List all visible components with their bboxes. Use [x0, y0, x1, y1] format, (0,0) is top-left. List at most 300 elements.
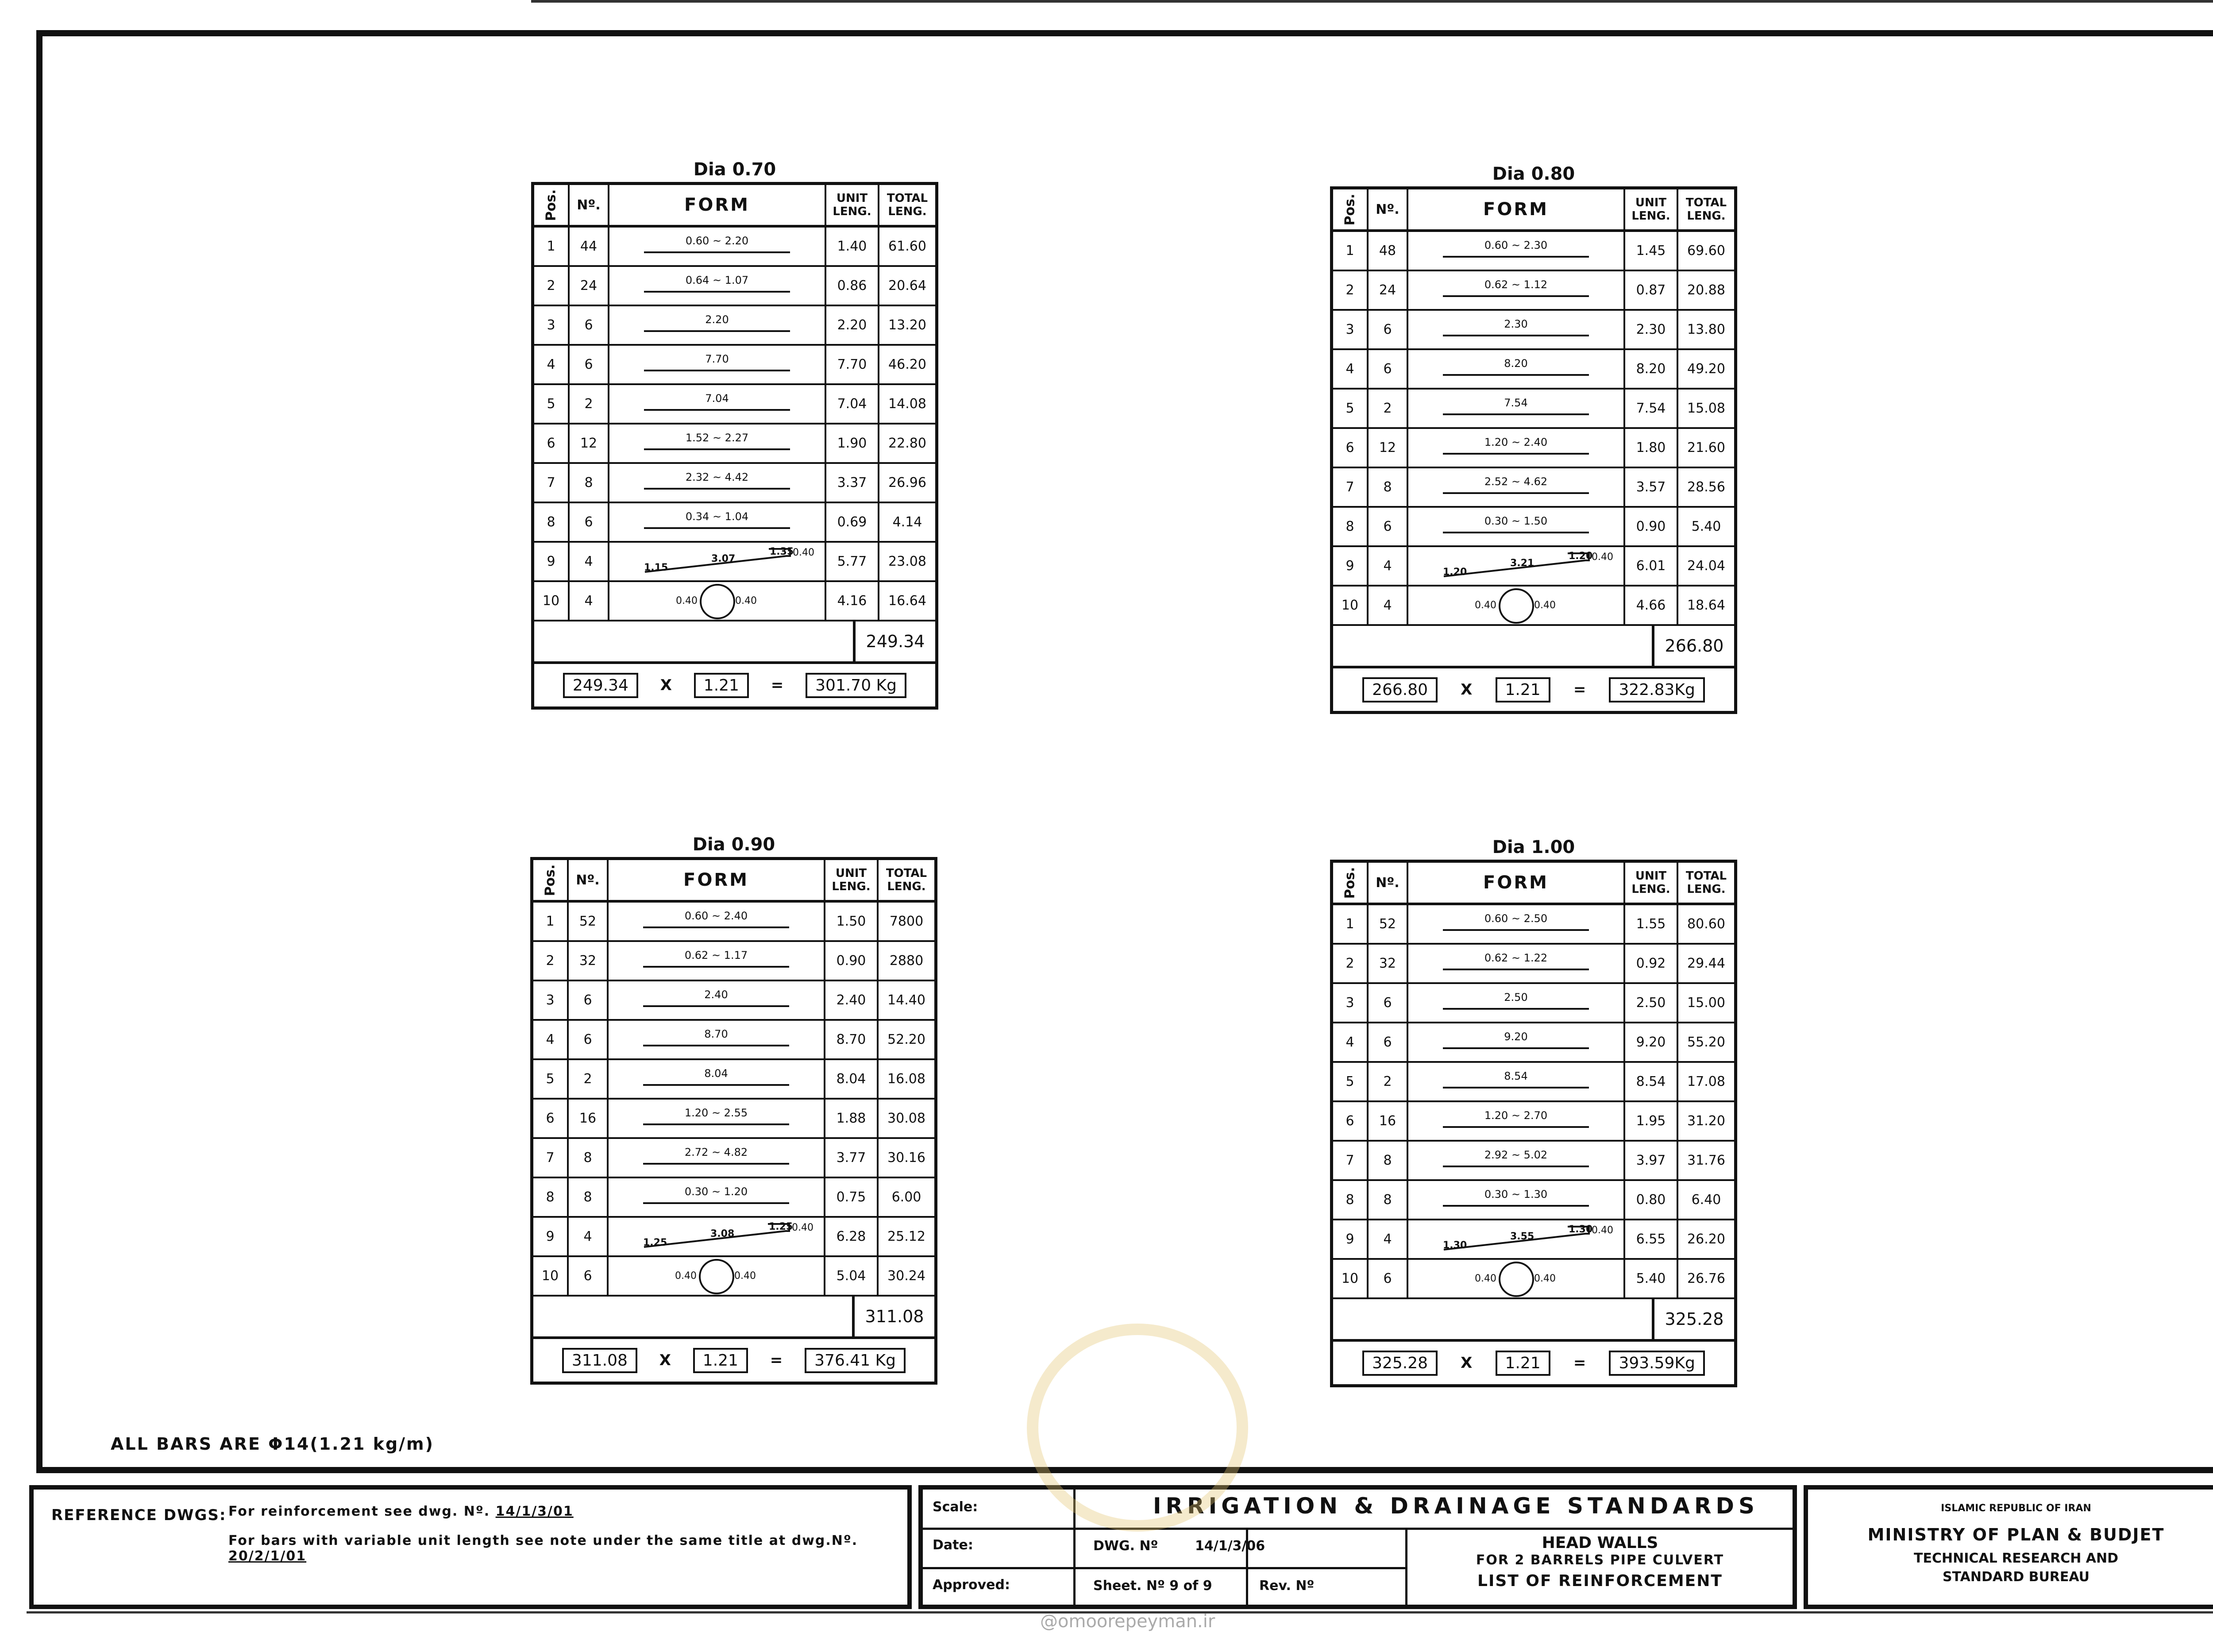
- cell-pos: 9: [534, 543, 570, 580]
- cell-pos: 10: [1333, 587, 1369, 624]
- title-block: [918, 1485, 1797, 1609]
- cell-total-length: 25.12: [887, 1229, 925, 1244]
- cell-form: [609, 981, 825, 1019]
- cell-no: 44: [570, 228, 609, 265]
- bar-schedule: [1330, 835, 1737, 1387]
- cell-form: [1408, 945, 1625, 982]
- cell-total-length: 24.04: [1687, 558, 1725, 574]
- cell-pos: 5: [534, 385, 570, 423]
- ring-bar-form: 0.40 0.40: [609, 582, 825, 620]
- table-row: [1333, 232, 1734, 271]
- straight-bar-form: [1408, 271, 1623, 309]
- cell-pos: 1: [533, 903, 569, 940]
- straight-bar-form: [1408, 232, 1623, 270]
- ring-bar-form: 0.40 0.40: [1408, 587, 1623, 624]
- cell-form: [1408, 232, 1625, 270]
- table-row: [1333, 547, 1734, 587]
- straight-bar-form: [1408, 945, 1623, 982]
- bar-dimension: 1.20 ~ 2.70: [1484, 1109, 1548, 1122]
- cell-no: 6: [1369, 508, 1408, 545]
- bar-dimension: 2.20: [705, 313, 729, 326]
- cell-form: [1408, 390, 1625, 427]
- dwg-number: 14/1/3/06: [1195, 1538, 1265, 1554]
- cell-total-length: 2880: [889, 953, 924, 969]
- cell-total-length: 26.20: [1687, 1231, 1725, 1247]
- cell-form: [1408, 311, 1625, 348]
- cell-pos: 4: [1333, 1023, 1369, 1061]
- bar-line: [1443, 453, 1589, 455]
- straight-bar-form: [609, 346, 825, 383]
- bar-schedule: [530, 832, 937, 1385]
- watermark-text: @omoorepeyman.ir: [1040, 1611, 1215, 1632]
- cell-pos: 7: [1333, 1142, 1369, 1179]
- cell-total-length: 31.20: [1687, 1113, 1725, 1129]
- table-header: [534, 185, 935, 228]
- calc-unit-weight: 1.21: [693, 1348, 748, 1373]
- cell-pos: 4: [533, 1021, 569, 1058]
- bar-dimension: 0.60 ~ 2.50: [1484, 912, 1548, 925]
- straight-bar-form: [1408, 350, 1623, 388]
- cell-unit-length: 8.54: [1625, 1063, 1678, 1100]
- cell-form: [1408, 1260, 1625, 1297]
- bar-dimension: 0.60 ~ 2.20: [685, 235, 749, 247]
- ring-bar-shape: [1408, 587, 1624, 624]
- bar-dimension: 2.40: [704, 988, 728, 1001]
- table-row: [534, 464, 935, 503]
- cell-form: [609, 1060, 825, 1098]
- cell-unit-length: 9.20: [1625, 1023, 1678, 1061]
- bar-line: [1443, 335, 1589, 336]
- cell-unit-length: 7.54: [1625, 390, 1678, 427]
- cell-form: [609, 464, 826, 502]
- header-no: Nº.: [1369, 863, 1408, 903]
- cell-pos: 6: [1333, 1102, 1369, 1140]
- cell-no: 12: [1369, 429, 1408, 467]
- table-row: [1333, 429, 1734, 468]
- sum-total: 266.80: [1665, 636, 1724, 656]
- bar-line: [1443, 295, 1589, 297]
- cell-pos: 3: [533, 981, 569, 1019]
- calc-weight: 301.70 Kg: [806, 673, 906, 698]
- cell-total-length: 28.56: [1687, 479, 1725, 495]
- cell-form: [1408, 1220, 1625, 1258]
- table-row: [1333, 1260, 1734, 1299]
- cell-form: [1408, 468, 1625, 506]
- cell-total-length: 13.80: [1687, 322, 1725, 337]
- top-edge-line: [531, 0, 2213, 3]
- title-divider-2: [923, 1567, 1405, 1569]
- cell-pos: 1: [534, 228, 570, 265]
- bar-dimension: 0.60 ~ 2.40: [684, 910, 748, 922]
- cell-total-length: 52.20: [887, 1032, 925, 1047]
- cell-pos: 3: [1333, 984, 1369, 1022]
- header-total: TOTAL LENG.: [1685, 196, 1727, 223]
- drawing-desc-1: HEAD WALLS: [1542, 1534, 1658, 1552]
- sum-row: [533, 1297, 934, 1339]
- bar-dimension: 0.62 ~ 1.12: [1484, 278, 1548, 291]
- cell-unit-length: 2.20: [826, 306, 879, 344]
- cell-unit-length: 6.01: [1625, 547, 1678, 585]
- cell-pos: 3: [1333, 311, 1369, 348]
- table-row: [1333, 1102, 1734, 1142]
- cell-no: 2: [570, 385, 609, 423]
- watermark-logo: [1027, 1324, 1248, 1532]
- header-form: FORM: [1408, 863, 1625, 903]
- cell-form: [1408, 429, 1625, 467]
- bar-line: [1443, 969, 1589, 970]
- cell-unit-length: 5.04: [825, 1257, 879, 1295]
- table-row: [534, 228, 935, 267]
- straight-bar-form: [609, 464, 825, 502]
- straight-bar-form: [609, 503, 825, 541]
- cell-pos: 2: [533, 942, 569, 980]
- date-label: Date:: [933, 1537, 973, 1553]
- cell-no: 6: [569, 981, 609, 1019]
- cell-unit-length: 2.30: [1625, 311, 1678, 348]
- schedule-table: [531, 182, 938, 710]
- calc-unit-weight: 1.21: [694, 673, 749, 698]
- bar-line: [644, 448, 790, 450]
- cell-unit-length: 0.87: [1625, 271, 1678, 309]
- cell-unit-length: 0.86: [826, 267, 879, 305]
- bar-line: [1443, 532, 1589, 533]
- cell-no: 6: [570, 346, 609, 383]
- authority-country: ISLAMIC REPUBLIC OF IRAN: [1941, 1503, 2091, 1514]
- header-unit: UNIT LENG.: [826, 185, 879, 225]
- cell-pos: 8: [533, 1178, 569, 1216]
- cell-form: [1408, 984, 1625, 1022]
- cell-unit-length: 8.04: [825, 1060, 879, 1098]
- cell-form: [609, 385, 826, 423]
- cell-pos: 4: [534, 346, 570, 383]
- header-total: TOTAL LENG.: [886, 867, 927, 893]
- cell-no: 32: [569, 942, 609, 980]
- table-row: [533, 1218, 934, 1257]
- cell-no: 16: [569, 1100, 609, 1137]
- straight-bar-form: [1408, 1063, 1623, 1100]
- straight-bar-form: [609, 903, 824, 940]
- bar-line: [644, 409, 790, 411]
- table-row: [533, 1257, 934, 1297]
- cell-unit-length: 1.40: [826, 228, 879, 265]
- bent-bar-form: 1.15 3.07 1.35 0.40: [609, 543, 825, 580]
- bar-dimension: 0.30 ~ 1.50: [1484, 515, 1548, 527]
- cell-form: [609, 543, 826, 580]
- cell-unit-length: 3.37: [826, 464, 879, 502]
- cell-no: 8: [569, 1139, 609, 1177]
- cell-unit-length: 0.69: [826, 503, 879, 541]
- bar-line: [1443, 1126, 1589, 1128]
- bar-line: [1443, 929, 1589, 931]
- table-row: [533, 1100, 934, 1139]
- cell-pos: 5: [1333, 390, 1369, 427]
- bar-dimension: 9.20: [1504, 1031, 1528, 1043]
- cell-total-length: 18.64: [1687, 598, 1725, 613]
- header-form: FORM: [609, 185, 826, 225]
- cell-pos: 10: [533, 1257, 569, 1295]
- cell-form: [609, 267, 826, 305]
- cell-form: [1408, 508, 1625, 545]
- reference-block: [29, 1485, 912, 1609]
- calc-times: X: [659, 1351, 671, 1369]
- cell-pos: 5: [1333, 1063, 1369, 1100]
- table-row: [1333, 984, 1734, 1023]
- cell-no: 6: [1369, 1260, 1408, 1297]
- cell-no: 8: [1369, 468, 1408, 506]
- table-row: [533, 1060, 934, 1100]
- table-row: [1333, 1023, 1734, 1063]
- cell-unit-length: 8.70: [825, 1021, 879, 1058]
- table-row: [533, 903, 934, 942]
- table-row: [534, 267, 935, 306]
- bar-dimension: 0.62 ~ 1.17: [684, 949, 748, 961]
- cell-pos: 8: [534, 503, 570, 541]
- bar-dimension: 1.20 ~ 2.55: [684, 1107, 748, 1119]
- cell-total-length: 6.40: [1691, 1192, 1721, 1208]
- bent-bar-form: 1.30 3.55 1.30 0.40: [1408, 1220, 1623, 1258]
- cell-unit-length: 1.88: [825, 1100, 879, 1137]
- table-row: [534, 582, 935, 621]
- cell-pos: 2: [534, 267, 570, 305]
- cell-total-length: 21.60: [1687, 440, 1725, 455]
- cell-no: 8: [570, 464, 609, 502]
- cell-no: 24: [1369, 271, 1408, 309]
- cell-pos: 9: [533, 1218, 569, 1255]
- cell-total-length: 15.00: [1687, 995, 1725, 1011]
- straight-bar-form: [1408, 390, 1623, 427]
- cell-pos: 8: [1333, 508, 1369, 545]
- cell-total-length: 46.20: [888, 357, 926, 372]
- cell-pos: 7: [534, 464, 570, 502]
- straight-bar-form: [609, 1139, 824, 1177]
- bar-dimension: 2.92 ~ 5.02: [1484, 1149, 1548, 1161]
- cell-unit-length: 6.28: [825, 1218, 879, 1255]
- cell-total-length: 30.16: [887, 1150, 925, 1166]
- cell-unit-length: 0.75: [825, 1178, 879, 1216]
- straight-bar-form: [1408, 905, 1623, 943]
- cell-unit-length: 1.55: [1625, 905, 1678, 943]
- cell-no: 8: [1369, 1142, 1408, 1179]
- schedule-diameter: Dia 1.00: [1492, 837, 1575, 857]
- table-row: [1333, 311, 1734, 350]
- cell-pos: 4: [1333, 350, 1369, 388]
- cell-unit-length: 1.50: [825, 903, 879, 940]
- cell-total-length: 30.24: [887, 1268, 925, 1284]
- calc-times: X: [1461, 1354, 1473, 1372]
- bent-bar-form: 1.25 3.08 1.25 0.40: [609, 1218, 824, 1255]
- table-row: [534, 346, 935, 385]
- table-header: [1333, 863, 1734, 905]
- cell-total-length: 14.40: [887, 992, 925, 1008]
- cell-total-length: 5.40: [1691, 519, 1721, 534]
- sum-row: [1333, 626, 1734, 668]
- cell-form: [609, 1139, 825, 1177]
- drawing-desc-3: LIST OF REINFORCEMENT: [1477, 1572, 1723, 1590]
- drawing-frame: [36, 30, 2213, 1473]
- cell-total-length: 20.64: [888, 278, 926, 293]
- rev-number: Rev. Nº: [1259, 1578, 1315, 1594]
- header-pos: Pos.: [1342, 867, 1358, 899]
- table-row: [1333, 468, 1734, 508]
- cell-total-length: 26.96: [888, 475, 926, 490]
- cell-no: 32: [1369, 945, 1408, 982]
- header-form: FORM: [1408, 189, 1625, 229]
- cell-unit-length: 0.92: [1625, 945, 1678, 982]
- cell-unit-length: 0.80: [1625, 1181, 1678, 1219]
- cell-total-length: 16.08: [887, 1071, 925, 1087]
- calc-weight: 393.59Kg: [1609, 1351, 1704, 1376]
- approved-label: Approved:: [933, 1577, 1010, 1593]
- table-row: [1333, 945, 1734, 984]
- cell-no: 6: [569, 1257, 609, 1295]
- bar-line: [643, 1163, 789, 1165]
- cell-unit-length: 1.90: [826, 425, 879, 462]
- header-no: Nº.: [569, 860, 609, 900]
- sum-total: 311.08: [865, 1307, 924, 1326]
- straight-bar-form: [609, 1178, 824, 1216]
- straight-bar-form: [609, 306, 825, 344]
- cell-unit-length: 5.77: [826, 543, 879, 580]
- calc-weight: 322.83Kg: [1609, 677, 1704, 702]
- cell-pos: 2: [1333, 271, 1369, 309]
- bar-dimension: 2.50: [1504, 991, 1528, 1004]
- cell-total-length: 69.60: [1687, 243, 1725, 259]
- table-row: [533, 1178, 934, 1218]
- calc-length: 249.34: [563, 673, 638, 698]
- table-header: [533, 860, 934, 903]
- bar-line: [1443, 1087, 1589, 1088]
- cell-no: 4: [1369, 547, 1408, 585]
- cell-unit-length: 5.40: [1625, 1260, 1678, 1297]
- table-row: [1333, 587, 1734, 626]
- schedule-table: [1330, 186, 1737, 714]
- cell-no: 8: [1369, 1181, 1408, 1219]
- cell-form: [609, 1218, 825, 1255]
- bar-dimension: 8.20: [1504, 357, 1528, 370]
- bar-line: [643, 966, 789, 968]
- header-unit: UNIT LENG.: [825, 860, 879, 900]
- table-row: [1333, 1220, 1734, 1260]
- table-row: [533, 981, 934, 1021]
- ring-bar-shape: [1408, 1260, 1624, 1297]
- bar-line: [644, 488, 790, 490]
- bar-line: [644, 370, 790, 371]
- header-total: TOTAL LENG.: [1685, 869, 1727, 896]
- cell-pos: 9: [1333, 1220, 1369, 1258]
- bar-line: [643, 1045, 789, 1046]
- cell-pos: 7: [533, 1139, 569, 1177]
- bar-dimension: 2.32 ~ 4.42: [685, 471, 749, 483]
- cell-no: 4: [569, 1218, 609, 1255]
- calc-unit-weight: 1.21: [1496, 1351, 1550, 1376]
- dwg-label: DWG. Nº: [1093, 1538, 1158, 1554]
- schedule-diameter: Dia 0.80: [1492, 164, 1575, 184]
- cell-pos: 1: [1333, 232, 1369, 270]
- standards-title: IRRIGATION & DRAINAGE STANDARDS: [1153, 1493, 1759, 1519]
- cell-unit-length: 1.80: [1625, 429, 1678, 467]
- calc-length: 311.08: [562, 1348, 637, 1373]
- cell-pos: 10: [534, 582, 570, 620]
- cell-form: [609, 1100, 825, 1137]
- cell-form: [1408, 587, 1625, 624]
- table-row: [534, 425, 935, 464]
- calc-equals: =: [770, 1351, 783, 1369]
- table-row: [533, 1139, 934, 1178]
- cell-no: 4: [1369, 587, 1408, 624]
- header-form: FORM: [609, 860, 825, 900]
- sheet-number: Sheet. Nº 9 of 9: [1093, 1578, 1212, 1594]
- calc-unit-weight: 1.21: [1496, 677, 1550, 702]
- cell-form: [609, 1257, 825, 1295]
- straight-bar-form: [609, 385, 825, 423]
- title-divider-1: [923, 1528, 1793, 1530]
- cell-no: 12: [570, 425, 609, 462]
- cell-no: 4: [570, 582, 609, 620]
- cell-total-length: 30.08: [887, 1111, 925, 1126]
- cell-no: 6: [1369, 1023, 1408, 1061]
- schedule-diameter: Dia 0.70: [693, 159, 776, 180]
- table-row: [1333, 350, 1734, 390]
- cell-unit-length: 7.70: [826, 346, 879, 383]
- cell-pos: 6: [534, 425, 570, 462]
- cell-total-length: 4.14: [892, 514, 922, 530]
- header-total: TOTAL LENG.: [887, 192, 928, 218]
- table-row: [534, 385, 935, 425]
- bar-schedule: [531, 157, 938, 710]
- header-pos: Pos.: [543, 189, 559, 221]
- header-unit: UNIT LENG.: [1625, 189, 1678, 229]
- straight-bar-form: [609, 228, 825, 265]
- cell-no: 6: [1369, 311, 1408, 348]
- cell-total-length: 16.64: [888, 593, 926, 609]
- bar-dimension: 2.30: [1504, 318, 1528, 330]
- authority-dept-1: TECHNICAL RESEARCH AND: [1914, 1551, 2118, 1566]
- bar-line: [1443, 1047, 1589, 1049]
- weight-calc: [534, 664, 935, 706]
- straight-bar-form: [609, 267, 825, 305]
- table-header: [1333, 189, 1734, 232]
- calc-length: 266.80: [1362, 677, 1438, 702]
- header-pos: Pos.: [542, 864, 558, 896]
- straight-bar-form: [1408, 984, 1623, 1022]
- bar-line: [644, 527, 790, 529]
- scale-label: Scale:: [933, 1499, 978, 1515]
- sum-total: 249.34: [866, 632, 925, 651]
- reference-line-2: For bars with variable unit length see note under the same title at dwg.Nº. 20/2/1/01: [228, 1533, 858, 1564]
- bar-dimension: 8.04: [704, 1067, 728, 1080]
- straight-bar-form: [1408, 468, 1623, 506]
- bar-dimension: 2.52 ~ 4.62: [1484, 475, 1548, 488]
- calc-equals: =: [1573, 681, 1586, 699]
- header-pos: Pos.: [1342, 193, 1358, 225]
- cell-no: 2: [1369, 390, 1408, 427]
- cell-total-length: 49.20: [1687, 361, 1725, 377]
- cell-total-length: 23.08: [888, 554, 926, 569]
- cell-total-length: 26.76: [1687, 1271, 1725, 1286]
- cell-total-length: 22.80: [888, 436, 926, 451]
- ring-bar-form: 0.40 0.40: [1408, 1260, 1623, 1297]
- cell-unit-length: 6.55: [1625, 1220, 1678, 1258]
- table-row: [533, 1021, 934, 1060]
- cell-total-length: 13.20: [888, 317, 926, 333]
- straight-bar-form: [1408, 508, 1623, 545]
- cell-no: 6: [569, 1021, 609, 1058]
- schedule-diameter: Dia 0.90: [692, 834, 775, 855]
- ring-bar-shape: [609, 1257, 825, 1295]
- cell-pos: 2: [1333, 945, 1369, 982]
- straight-bar-form: [1408, 1102, 1623, 1140]
- cell-total-length: 31.76: [1687, 1153, 1725, 1168]
